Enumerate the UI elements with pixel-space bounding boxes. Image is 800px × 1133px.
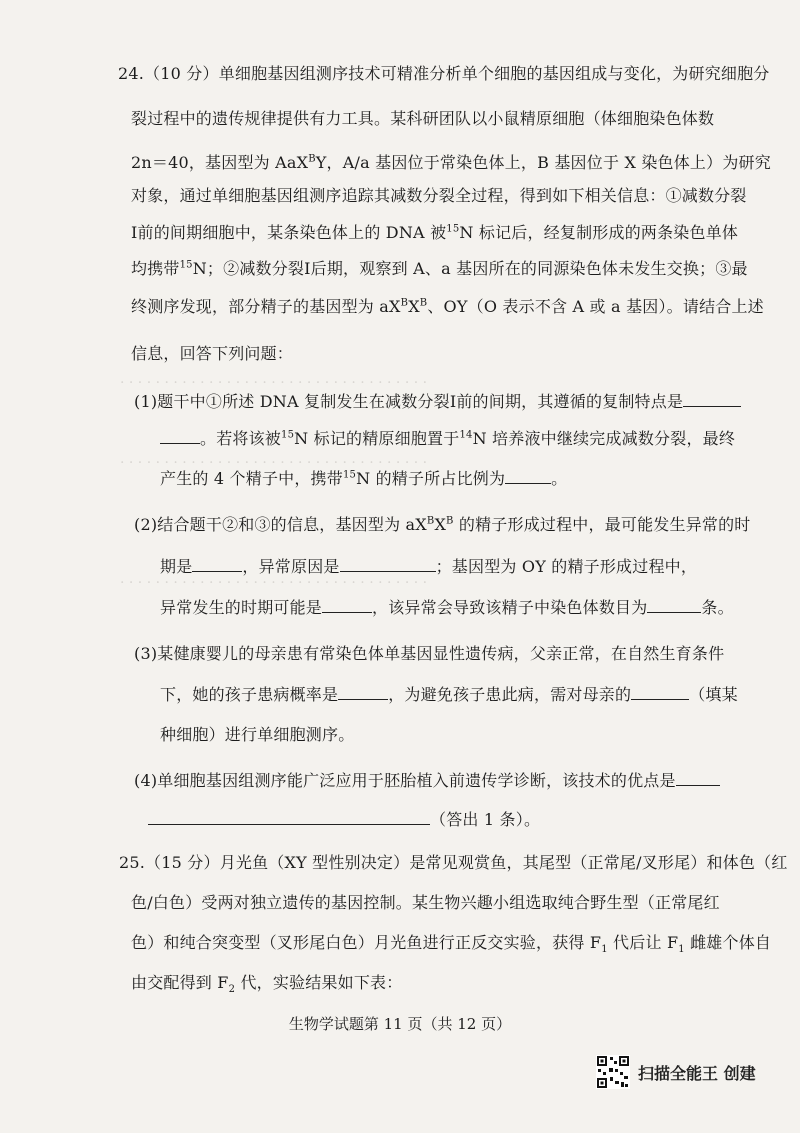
q24-part4-line-1: (4)单细胞基因组测序能广泛应用于胚胎植入前遗传学诊断，该技术的优点是 (134, 769, 720, 792)
q24-part1-line-1: (1)题干中①所述 DNA 复制发生在减数分裂Ⅰ前的间期，其遵循的复制特点是 (134, 390, 741, 413)
watermark-text: 扫描全能王 创建 (638, 1063, 756, 1083)
q24-part4-line-2: （答出 1 条）。 (148, 808, 540, 831)
q24-part1-line-3: 产生的 4 个精子中，携带$^{15}$N 的精子所占比例为 。 (160, 469, 568, 488)
q24-part1-line-2: 。若将该被$^{15}$N 标记的精原细胞置于$^{14}$N 培养液中继续完成减数分裂，最终 (160, 427, 735, 450)
q24-line-4: 对象，通过单细胞基因组测序追踪其减数分裂全过程，得到如下相关信息：①减数分裂 (131, 186, 747, 205)
q24-line-8: 信息，回答下列问题： (131, 344, 294, 363)
q24-part3-line-3: 种细胞）进行单细胞测序。 (160, 725, 355, 744)
q24-part2-line-1: (2)结合题干②和③的信息，基因型为 $aX^BX^B$ 的精子形成过程中，最可能发生异常的时 (134, 515, 751, 534)
answer-blank[interactable] (322, 596, 372, 613)
q24-line-5: Ⅰ前的间期细胞中，某条染色体上的 DNA 被$^{15}$N 标记后，经复制形成的两条染色单体 (131, 223, 739, 242)
q24-part3-line-1: (3)某健康婴儿的母亲患有常染色体单基因显性遗传病，父亲正常，在自然生育条件 (134, 644, 725, 663)
q24-line-1: 24.（10 分）单细胞基因组测序技术可精准分析单个细胞的基因组成与变化，为研究细胞分 (118, 64, 770, 83)
answer-blank[interactable] (676, 769, 720, 786)
answer-blank[interactable] (505, 467, 551, 484)
bleed-through-texture: · · · · · · · · · · · · · · · · · · · · · · · · · · · · · · · · · · · (120, 575, 428, 591)
answer-blank[interactable] (338, 683, 388, 700)
answer-blank[interactable] (631, 683, 689, 700)
page-footer: 生物学试题第 11 页（共 12 页） (288, 1015, 512, 1033)
q24-line-2: 裂过程中的遗传规律提供有力工具。某科研团队以小鼠精原细胞（体细胞染色体数 (131, 109, 715, 128)
q24-line-7: 终测序发现，部分精子的基因型为 $aX^BX^B$、OY（O 表示不含 A 或 a 基因）。请结合上述 (131, 297, 764, 316)
q24-part2-line-2: 期是 ，异常原因是 ；基因型为 OY 的精子形成过程中， (160, 557, 698, 576)
answer-blank[interactable] (148, 808, 430, 825)
q25-line-3: 色）和纯合突变型（叉形尾白色）月光鱼进行正反交实验，获得 $F_1$ 代后让 $F_1$ 雌雄个体自 (131, 933, 772, 956)
bleed-through-texture: · · · · · · · · · · · · · · · · · · · · · · · · · · · · · · · · · · · (120, 455, 428, 471)
answer-blank[interactable] (160, 427, 200, 444)
answer-blank[interactable] (683, 390, 741, 407)
bleed-through-texture: · · · · · · · · · · · · · · · · · · · · · · · · · · · · · · · · · · · (120, 375, 428, 391)
scanner-watermark (596, 1055, 756, 1089)
q25-line-1: 25.（15 分）月光鱼（XY 型性别决定）是常见观赏鱼，其尾型（正常尾/叉形尾）和体色（红 (119, 853, 788, 872)
answer-blank[interactable] (340, 555, 436, 572)
q24-line-3: 2n＝40，基因型为 AaX$^B$Y，A/a 基因位于常染色体上，B 基因位于 X 染色体上）为研究 (131, 153, 771, 172)
qr-code-icon (596, 1055, 630, 1089)
q25-line-4: 由交配得到 $F_2$ 代，实验结果如下表： (131, 973, 403, 996)
q24-line-6: 均携带$^{15}$N；②减数分裂Ⅰ后期，观察到 A、a 基因所在的同源染色体未发生交换；③最 (131, 259, 748, 278)
q24-part2-line-3: 异常发生的时期可能是 ，该异常会导致该精子中染色体数目为 条。 (160, 598, 734, 617)
q24-part3-line-2: 下，她的孩子患病概率是 ，为避免孩子患此病，需对母亲的 （填某 (160, 685, 738, 704)
answer-blank[interactable] (647, 596, 701, 613)
answer-blank[interactable] (192, 555, 242, 572)
q25-line-2: 色/白色）受两对独立遗传的基因控制。某生物兴趣小组选取纯合野生型（正常尾红 (131, 893, 720, 912)
